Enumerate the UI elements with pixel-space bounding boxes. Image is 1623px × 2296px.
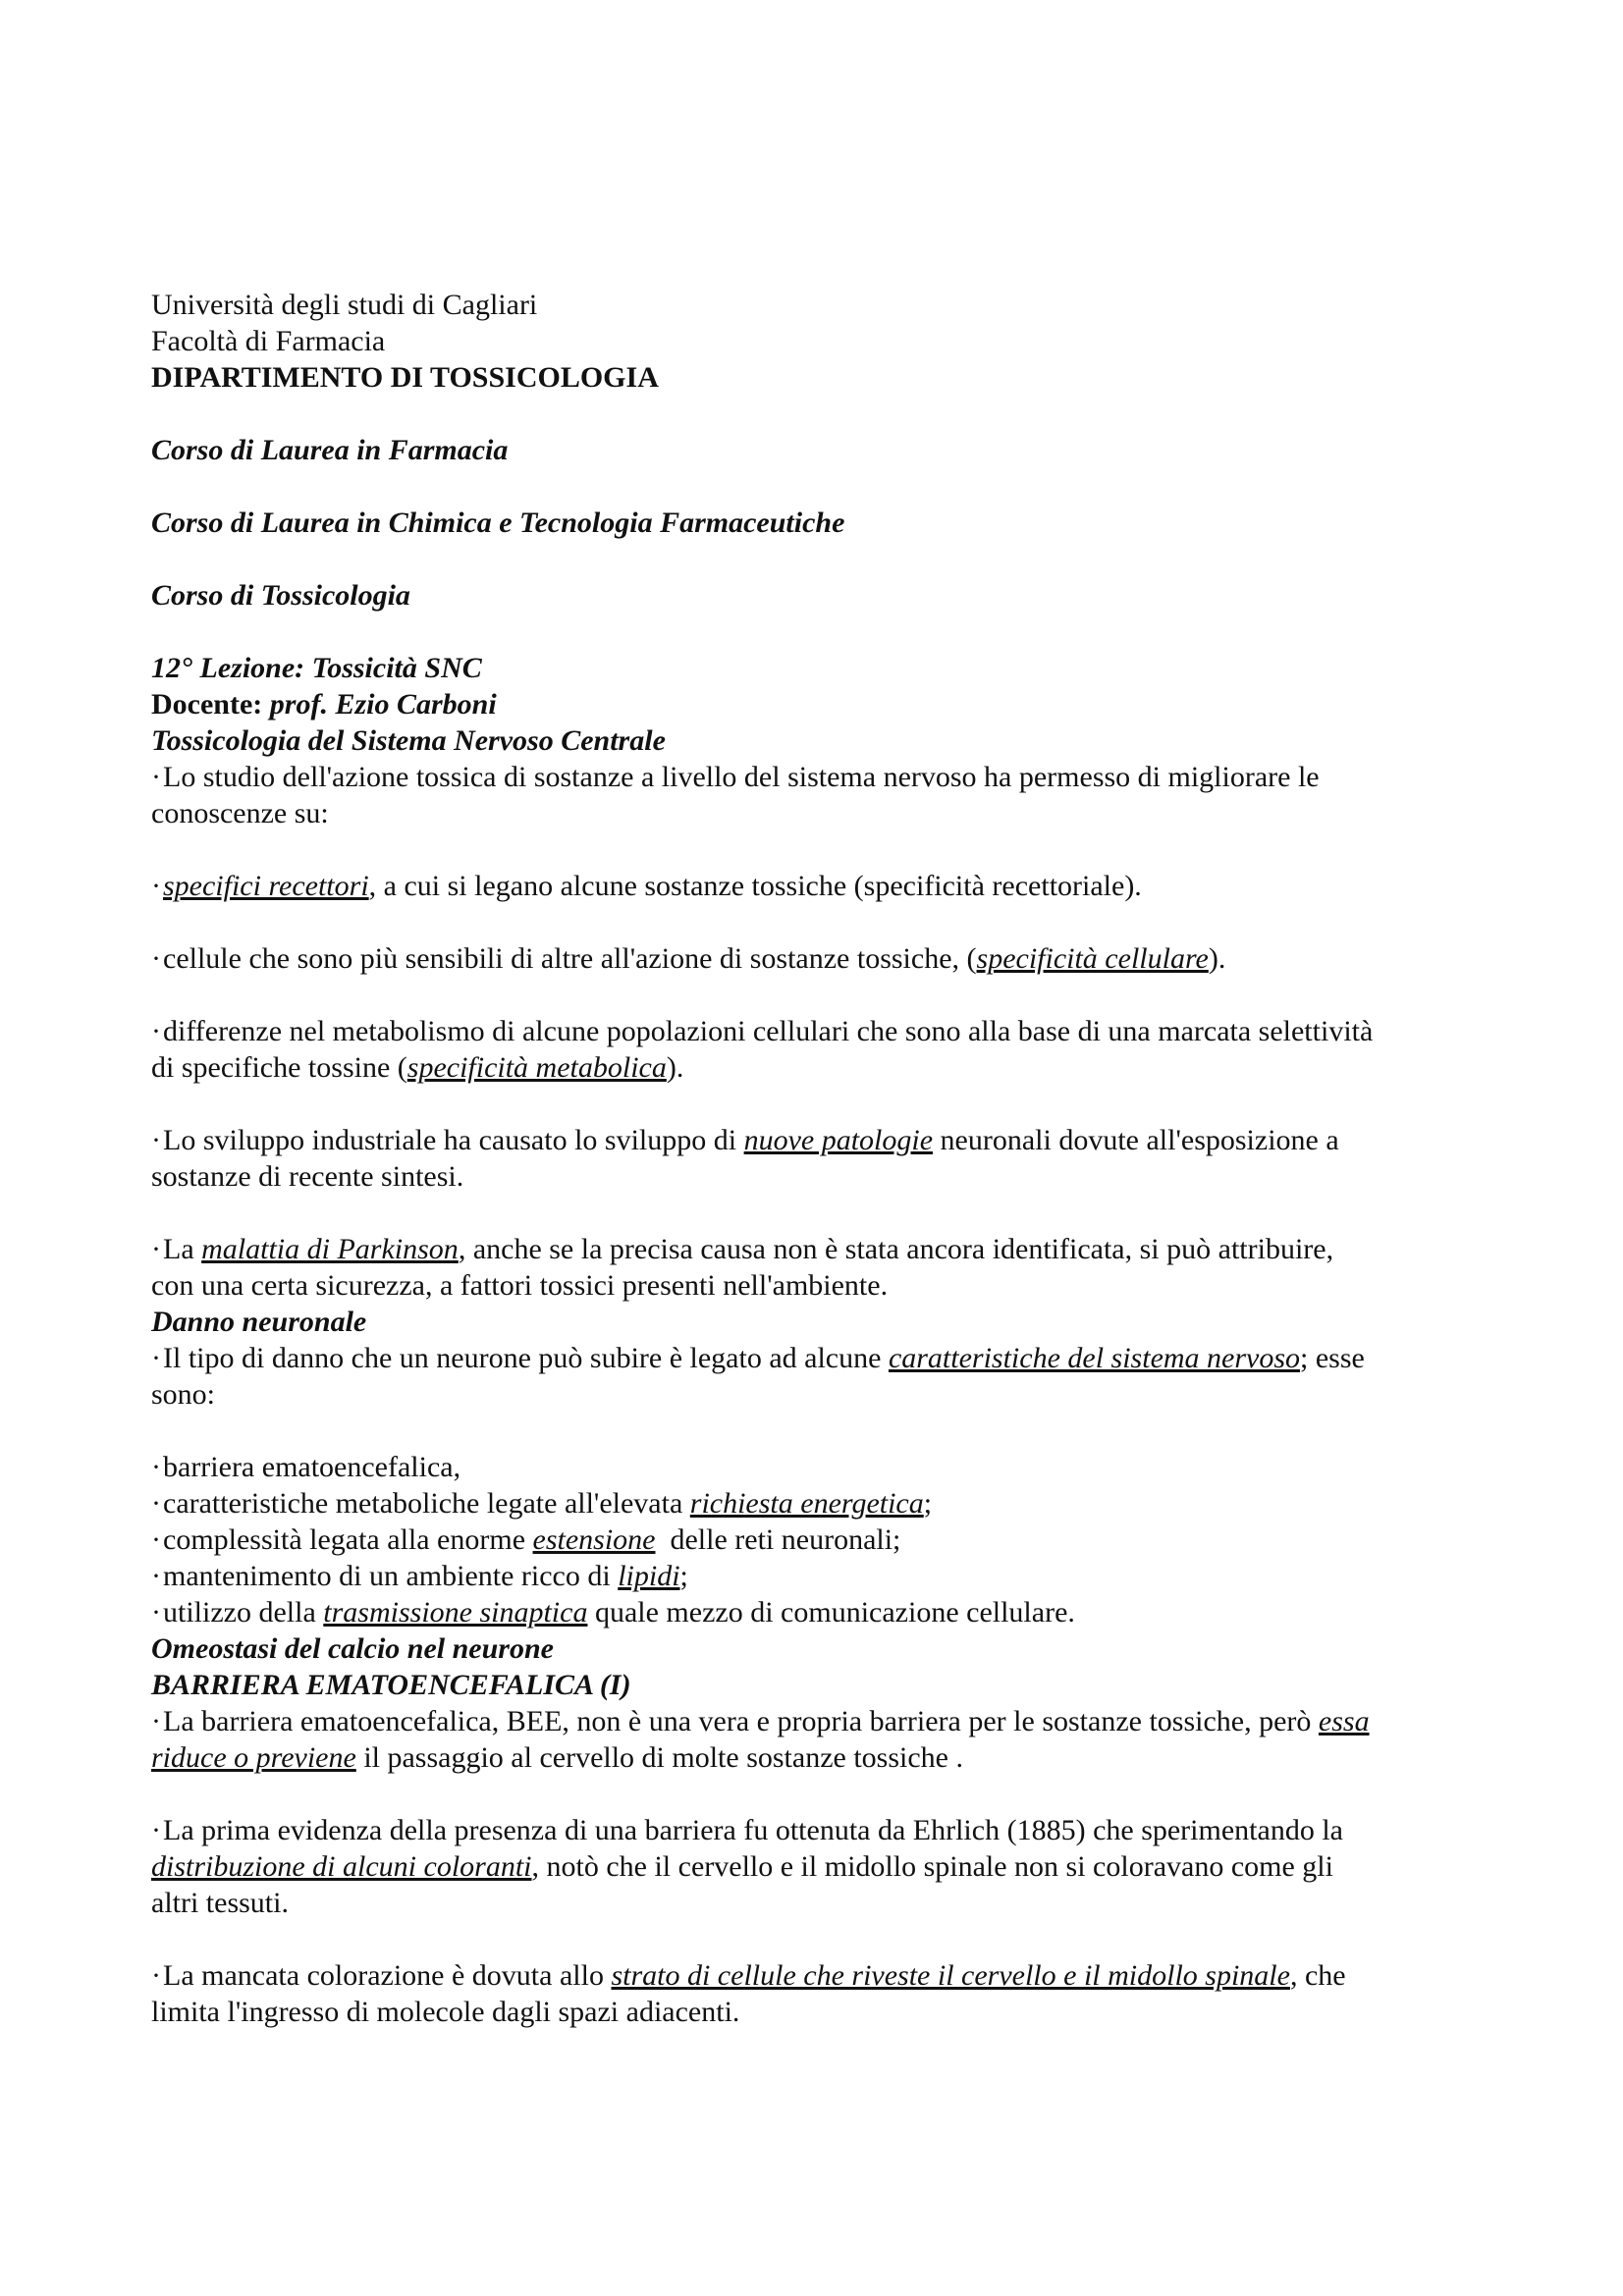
paragraph-text: il passaggio al cervello di molte sostanze tossiche . <box>355 1741 963 1774</box>
paragraph-7-cont: sono: <box>151 1378 216 1411</box>
paragraph-text: La mancata colorazione è dovuta allo <box>163 1959 612 1992</box>
department-name: DIPARTIMENTO DI TOSSICOLOGIA <box>151 361 659 394</box>
list-text: ; <box>679 1560 688 1592</box>
emphasis: essa <box>1318 1705 1370 1737</box>
faculty-name: Facoltà di Farmacia <box>151 325 386 357</box>
bullet: · <box>151 1124 161 1156</box>
paragraph-1-cont: conoscenze su: <box>151 797 329 829</box>
bullet: · <box>151 1814 161 1846</box>
paragraph-3 <box>151 940 1496 977</box>
bullet: · <box>151 1523 161 1556</box>
paragraph-text: Lo studio dell'azione tossica di sostanze a livello del sistema nervoso ha permesso di migliorare le <box>163 761 1320 793</box>
course-tossicologia: Corso di Tossicologia <box>151 579 410 612</box>
list-item <box>151 1594 1496 1630</box>
paragraph-text: , anche se la precisa causa non è stata ancora identificata, si può attribuire, <box>458 1233 1334 1265</box>
paragraph-10-cont: limita l'ingresso di molecole dagli spazi adiacenti. <box>151 1996 740 2028</box>
paragraph-text: neuronali dovute all'esposizione a <box>933 1124 1339 1156</box>
list-text: delle reti neuronali; <box>655 1523 901 1556</box>
list-item <box>151 1449 1496 1485</box>
paragraph-4-cont <box>151 1049 1496 1086</box>
emphasis: richiesta energetica <box>689 1487 924 1520</box>
paragraph-text: , a cui si legano alcune sostanze tossiche (specificità recettoriale). <box>368 870 1142 902</box>
paragraph-5 <box>151 1122 1496 1158</box>
list-text: mantenimento di un ambiente ricco di <box>163 1560 619 1592</box>
paragraph-8 <box>151 1703 1496 1739</box>
paragraph-6-cont: con una certa sicurezza, a fattori tossici presenti nell'ambiente. <box>151 1269 889 1302</box>
bullet: · <box>151 1560 161 1592</box>
list-text: complessità legata alla enorme <box>163 1523 533 1556</box>
paragraph-text: di specifiche tossine ( <box>151 1051 407 1084</box>
bullet: · <box>151 1342 161 1374</box>
section-danno-neuronale: Danno neuronale <box>151 1306 367 1338</box>
list-text: ; <box>923 1487 933 1520</box>
paragraph-9-cont <box>151 1848 1496 1885</box>
docente-label: Docente: <box>151 688 263 721</box>
document-body <box>151 287 1496 2030</box>
emphasis: specificità metabolica <box>406 1051 667 1084</box>
paragraph-9-cont2: altri tessuti. <box>151 1887 289 1919</box>
paragraph-text: differenze nel metabolismo di alcune popolazioni cellulari che sono alla base di una marcata selettività <box>163 1015 1374 1047</box>
emphasis: nuove patologie <box>743 1124 934 1156</box>
paragraph-text: , che <box>1289 1959 1346 1992</box>
paragraph-4 <box>151 1013 1496 1049</box>
bullet: · <box>151 1233 161 1265</box>
university-name: Università degli studi di Cagliari <box>151 289 538 321</box>
paragraph-10 <box>151 1957 1496 1994</box>
paragraph-text: ). <box>1208 942 1226 975</box>
paragraph-6 <box>151 1231 1496 1267</box>
bullet: · <box>151 1705 161 1737</box>
lesson-title: 12° Lezione: Tossicità SNC <box>151 652 482 684</box>
paragraph-text: ). <box>666 1051 684 1084</box>
emphasis: malattia di Parkinson <box>201 1233 459 1265</box>
paragraph-text: ; esse <box>1300 1342 1365 1374</box>
bullet: · <box>151 1451 161 1483</box>
emphasis: lipidi <box>618 1560 680 1592</box>
lesson-docente <box>151 686 1496 722</box>
bullet: · <box>151 761 161 793</box>
emphasis: trasmissione sinaptica <box>323 1596 588 1629</box>
bullet: · <box>151 1959 161 1992</box>
paragraph-text: La prima evidenza della presenza di una barriera fu ottenuta da Ehrlich (1885) che sperimentando la <box>163 1814 1343 1846</box>
paragraph-text: Il tipo di danno che un neurone può subire è legato ad alcune <box>163 1342 889 1374</box>
docente-name: prof. Ezio Carboni <box>262 688 497 721</box>
paragraph-7 <box>151 1340 1496 1376</box>
emphasis: strato di cellule che riveste il cervello e il midollo spinale <box>611 1959 1290 1992</box>
paragraph-8-cont <box>151 1739 1496 1776</box>
paragraph-1 <box>151 759 1496 795</box>
section-omeostasi-calcio: Omeostasi del calcio nel neurone <box>151 1632 554 1665</box>
list-item <box>151 1485 1496 1522</box>
bullet: · <box>151 1015 161 1047</box>
paragraph-9 <box>151 1812 1496 1848</box>
paragraph-2 <box>151 868 1496 904</box>
paragraph-text: La barriera ematoencefalica, BEE, non è una vera e propria barriera per le sostanze tossiche, però <box>163 1705 1319 1737</box>
emphasis: specificità cellulare <box>976 942 1209 975</box>
lesson-subtitle: Tossicologia del Sistema Nervoso Centrale <box>151 724 666 757</box>
section-barriera: BARRIERA EMATOENCEFALICA (I) <box>151 1669 631 1701</box>
list-item <box>151 1558 1496 1594</box>
emphasis: specifici recettori <box>163 870 369 902</box>
emphasis: caratteristiche del sistema nervoso <box>888 1342 1301 1374</box>
paragraph-text: cellule che sono più sensibili di altre all'azione di sostanze tossiche, ( <box>163 942 977 975</box>
emphasis: distribuzione di alcuni coloranti <box>151 1850 532 1883</box>
paragraph-text: La <box>163 1233 202 1265</box>
list-text: utilizzo della <box>163 1596 324 1629</box>
paragraph-text: , notò che il cervello e il midollo spinale non si coloravano come gli <box>531 1850 1333 1883</box>
emphasis: riduce o previene <box>151 1741 356 1774</box>
list-item <box>151 1522 1496 1558</box>
paragraph-5-cont: sostanze di recente sintesi. <box>151 1160 464 1193</box>
paragraph-text: Lo sviluppo industriale ha causato lo sviluppo di <box>163 1124 744 1156</box>
bullet: · <box>151 1596 161 1629</box>
emphasis: estensione <box>532 1523 656 1556</box>
bullet: · <box>151 942 161 975</box>
list-text: caratteristiche metaboliche legate all'elevata <box>163 1487 690 1520</box>
bullet: · <box>151 870 161 902</box>
course-ctf: Corso di Laurea in Chimica e Tecnologia Farmaceutiche <box>151 507 845 539</box>
list-text: barriera ematoencefalica, <box>163 1451 461 1483</box>
course-farmacia: Corso di Laurea in Farmacia <box>151 434 509 466</box>
bullet: · <box>151 1487 161 1520</box>
list-text: quale mezzo di comunicazione cellulare. <box>587 1596 1075 1629</box>
